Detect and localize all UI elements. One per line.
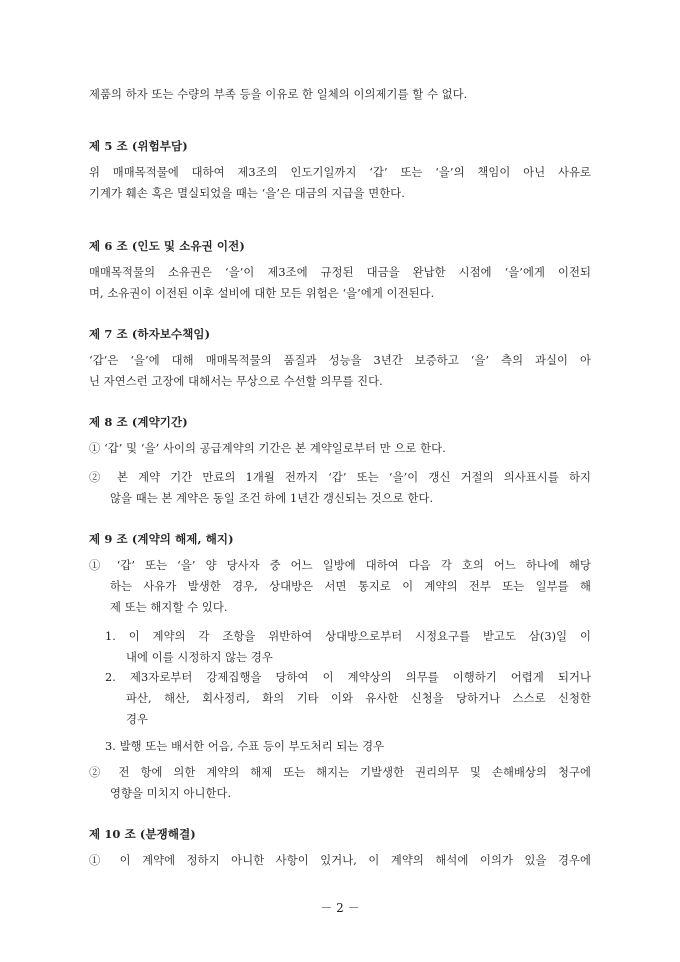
article-9-item-2-line-2: 파산, 해산, 회사정리, 화의 기타 이와 유사한 신청을 당하거나 스스로 신청한 bbox=[126, 692, 591, 705]
article-8-para-2-line-2: 않을 때는 본 계약은 동일 조건 하에 1년간 갱신되는 것으로 한다. bbox=[110, 492, 434, 505]
article-10-para-1-line-1: ① 이 계약에 정하지 아니한 사항이 있거나, 이 계약의 해석에 이의가 있을 경우에 bbox=[89, 854, 591, 867]
article-9-heading: 제 9 조 (계약의 해제, 해지) bbox=[89, 532, 234, 546]
article-8-heading: 제 8 조 (계약기간) bbox=[89, 415, 188, 429]
article-8-para-1: ① ‘갑’ 및 ‘을’ 사이의 공급계약의 기간은 본 계약일로부터 만 으로 한다. bbox=[89, 442, 446, 455]
article-9-item-1-line-2: 내에 이를 시정하지 않는 경우 bbox=[126, 651, 273, 664]
article-9-item-2-line-1: 2. 제3자로부터 강제집행을 당하여 이 계약상의 의무를 이행하기 어렵게 되거나 bbox=[105, 671, 591, 684]
article-9-para-2-line-1: ② 전 항에 의한 계약의 해제 또는 해지는 기발생한 권리의무 및 손해배상의 청구에 bbox=[89, 766, 591, 779]
article-7-heading: 제 7 조 (하자보수책임) bbox=[89, 327, 211, 341]
article-6-line-1: 매매목적물의 소유권은 ‘을’이 제3조에 규정된 대금을 완납한 시점에 ‘을’에게 이전되 bbox=[89, 266, 591, 279]
page-number: － 2 － bbox=[320, 901, 360, 915]
article-9-para-1-line-3: 제 또는 해지할 수 있다. bbox=[110, 601, 228, 614]
article-7-line-2: 닌 자연스런 고장에 대해서는 무상으로 수선할 의무를 진다. bbox=[89, 375, 383, 388]
article-9-item-3: 3. 발행 또는 배서한 어음, 수표 등이 부도처리 되는 경우 bbox=[105, 740, 385, 753]
article-5-heading: 제 5 조 (위험부담) bbox=[89, 139, 188, 153]
article-8-para-2-line-1: ② 본 계약 기간 만료의 1개월 전까지 ‘갑’ 또는 ‘을’이 갱신 거절의 의사표시를 하지 bbox=[89, 471, 591, 484]
article-6-line-2: 며, 소유권이 이전된 이후 설비에 대한 모든 위험은 ‘을’에게 이전된다. bbox=[89, 287, 435, 300]
article-10-heading: 제 10 조 (분쟁해결) bbox=[89, 827, 196, 841]
article-9-para-2-line-2: 영향을 미치지 아니한다. bbox=[110, 787, 232, 800]
article-7-line-1: ‘갑’은 ‘을’에 대해 매매목적물의 품질과 성능을 3년간 보증하고 ‘을’ 측의 과실이 아 bbox=[89, 354, 591, 367]
article-9-item-2-line-3: 경우 bbox=[126, 713, 149, 726]
article-9-item-1-line-1: 1. 이 계약의 각 조항을 위반하여 상대방으로부터 시정요구를 받고도 삼(3)일 이 bbox=[105, 630, 591, 643]
article-9-para-1-line-1: ① ‘갑’ 또는 ‘을’ 양 당사자 중 어느 일방에 대하여 다음 각 호의 어느 하나에 해당 bbox=[89, 559, 591, 572]
article-5-line-2: 기계가 훼손 혹은 멸실되었을 때는 ‘을’은 대금의 지급을 면한다. bbox=[89, 187, 405, 200]
article-9-para-1-line-2: 하는 사유가 발생한 경우, 상대방은 서면 통지로 이 계약의 전부 또는 일부를 해 bbox=[110, 580, 591, 593]
intro-line: 제품의 하자 또는 수량의 부족 등을 이유로 한 일체의 이의제기를 할 수 없다. bbox=[89, 88, 468, 101]
article-5-line-1: 위 매매목적물에 대하여 제3조의 인도기일까지 ‘갑’ 또는 ‘을’의 책임이 아닌 사유로 bbox=[89, 166, 591, 179]
article-6-heading: 제 6 조 (인도 및 소유권 이전) bbox=[89, 239, 245, 253]
